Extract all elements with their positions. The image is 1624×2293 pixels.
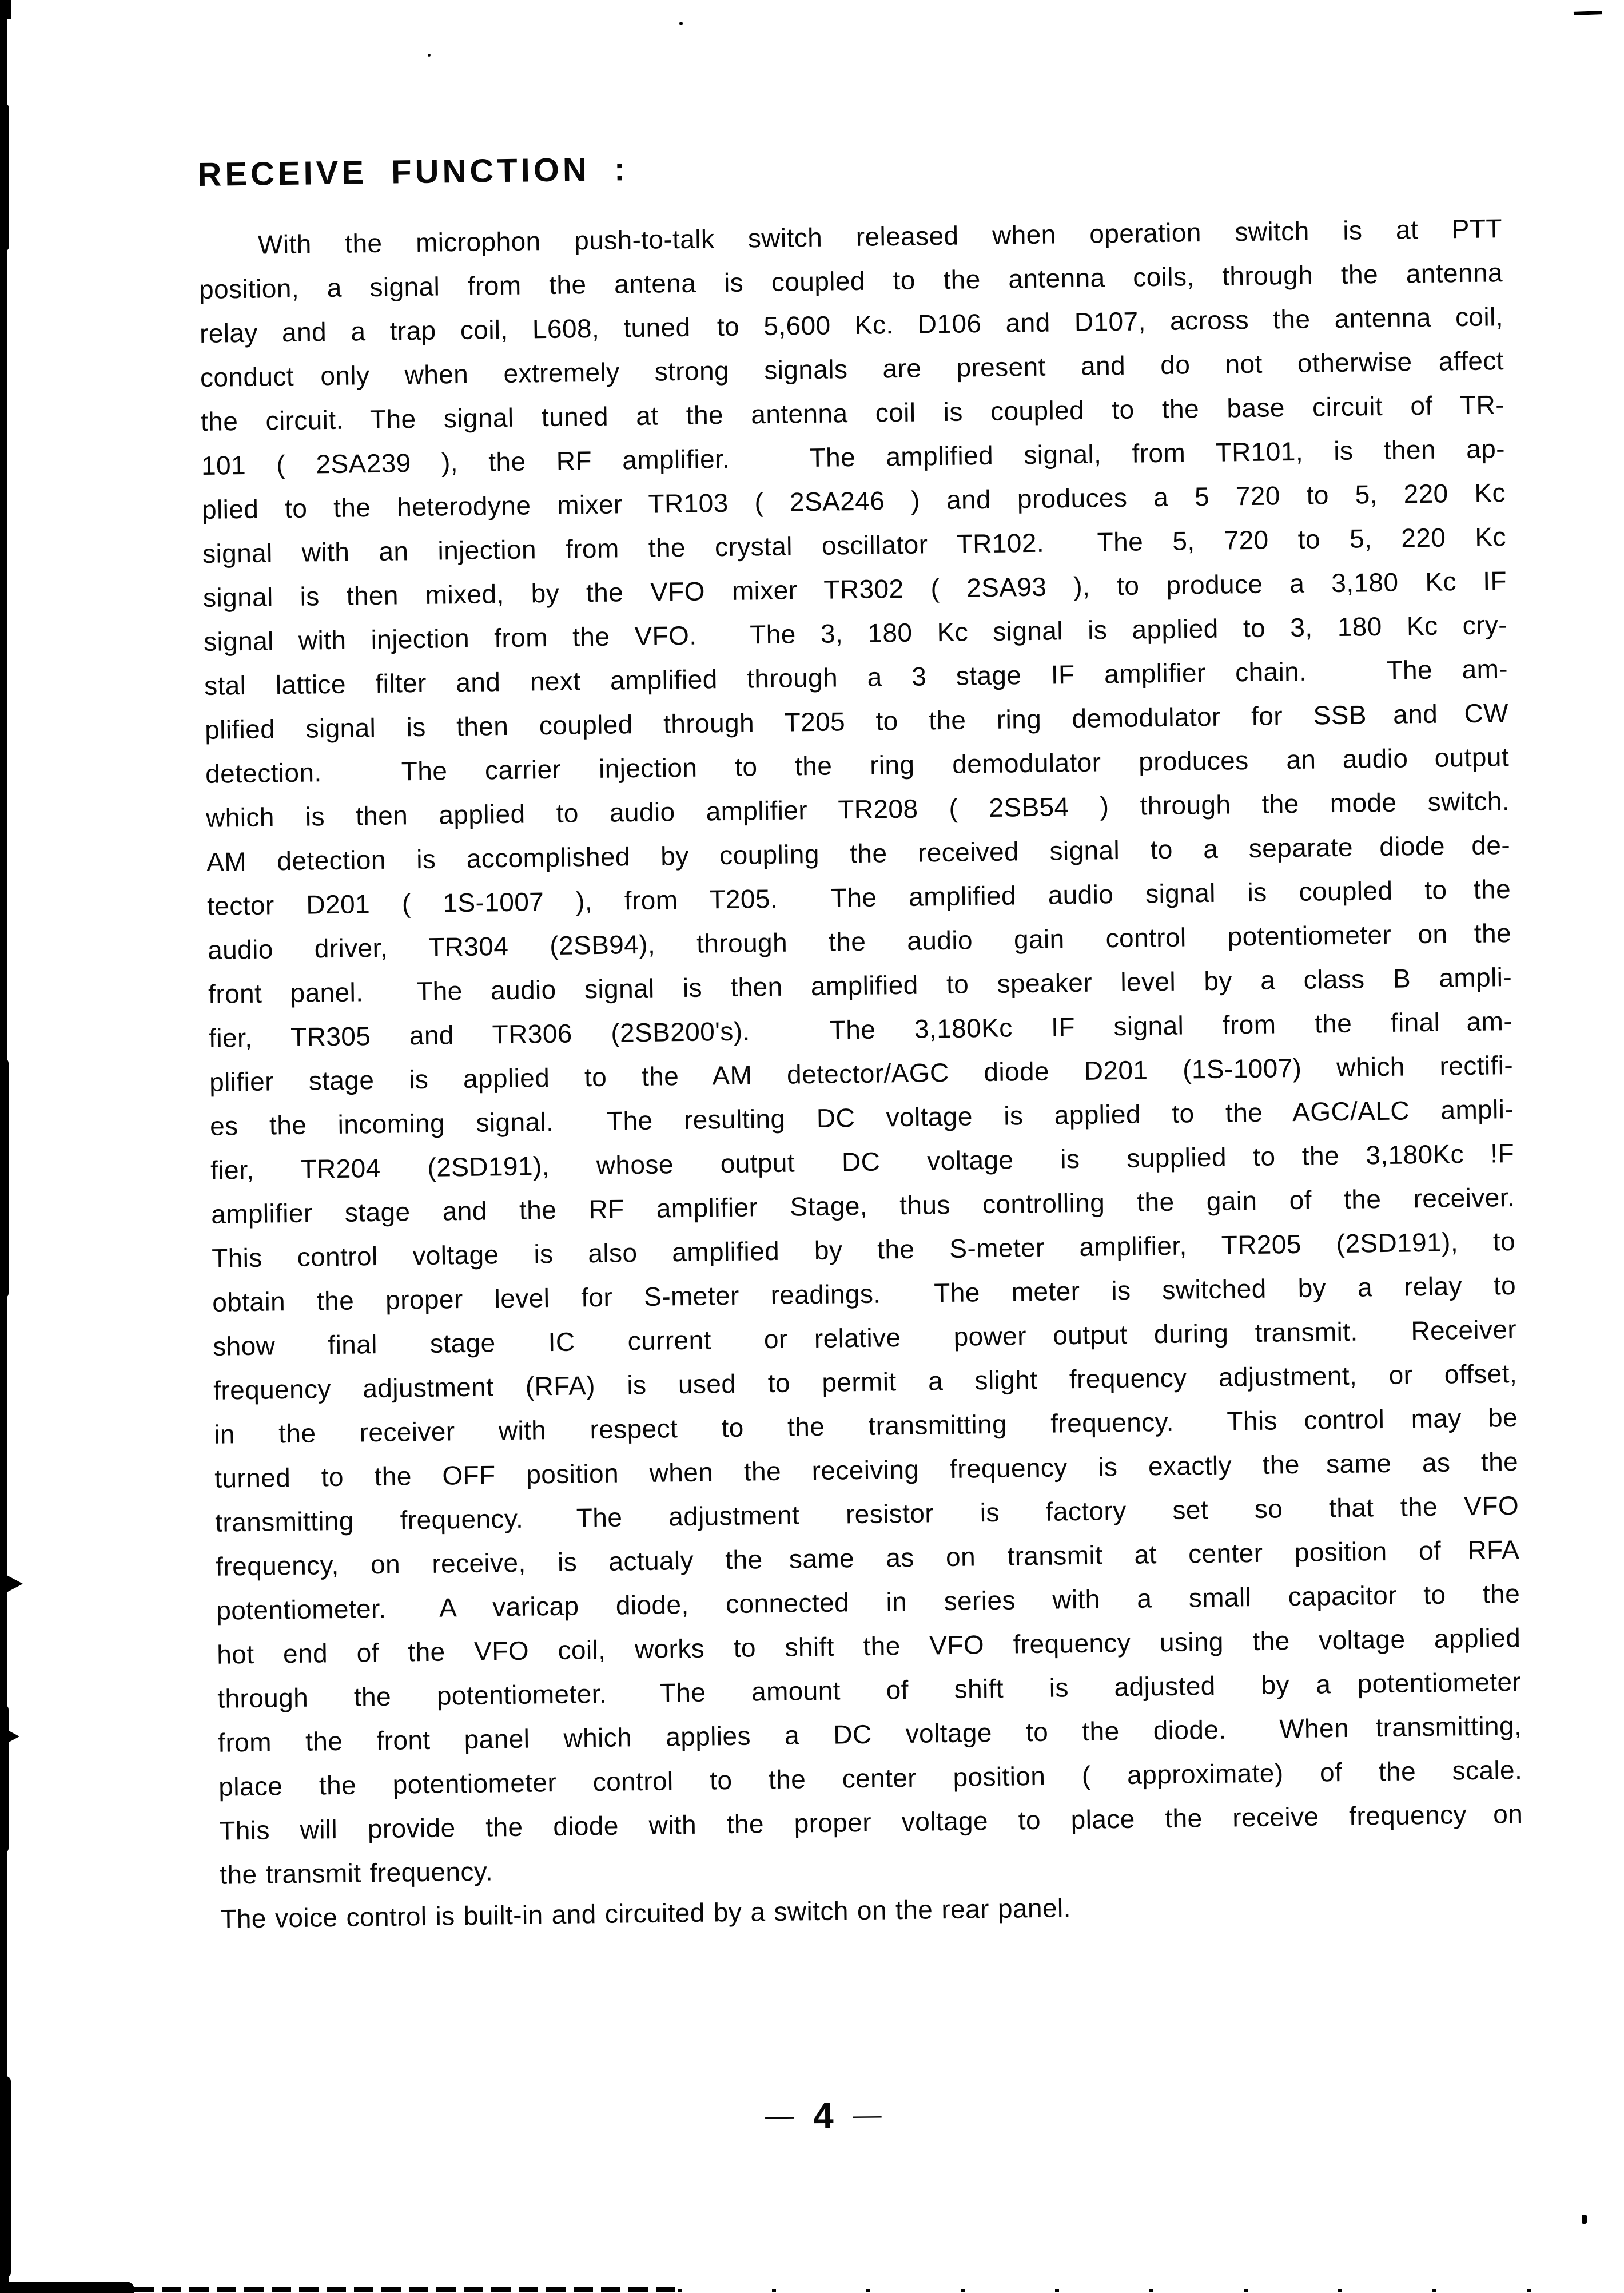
text-line: detection. The carrier injection to the ring demodulator produces an audio output [205, 742, 1510, 789]
text-line: stal lattice filter and next amplified through a 3 stage IF amplifier chain. The am- [204, 654, 1508, 701]
text-line: This control voltage is also amplified by the S-meter amplifier, TR205 (2SD191), to [211, 1226, 1516, 1273]
page-number-dash-left: — [765, 2104, 794, 2128]
text-line: obtain the proper level for S-meter readings. The meter is switched by a relay to [212, 1270, 1516, 1317]
text-line: frequency, on receive, is actualy the same as on transmit at center position of RFA [215, 1534, 1520, 1581]
text-line: relay and a trap coil, L608, tuned to 5,600 Kc. D106 and D107, across the antenna coil, [199, 301, 1504, 348]
text-line: fier, TR305 and TR306 (2SB200's). The 3,180Kc IF signal from the final am- [208, 1006, 1513, 1053]
text-line: front panel. The audio signal is then amplified to speaker level by a class B ampli- [208, 962, 1512, 1009]
scan-artifact-left-rough-1 [0, 103, 9, 252]
scan-artifact-bottom-dots [678, 2289, 1535, 2292]
page-number-value: 4 [813, 2095, 834, 2137]
text-line: AM detection is accomplished by coupling the received signal to a separate diode de- [206, 830, 1511, 877]
text-line: position, a signal from the antena is coupled to the antenna coils, through the antenna [198, 257, 1503, 304]
text-line: fier, TR204 (2SD191), whose output DC voltage is supplied to the 3,180Kc !F [210, 1138, 1515, 1185]
text-line: hot end of the VFO coil, works to shift the VFO frequency using the voltage applied [216, 1622, 1521, 1670]
text-line: which is then applied to audio amplifier TR208 ( 2SB54 ) through the mode switch. [205, 786, 1510, 833]
scan-artifact-left-mark-2 [5, 1728, 19, 1744]
text-line: show final stage IC current or relative power output during transmit. Receiver [212, 1314, 1517, 1361]
page-number [765, 2094, 882, 2137]
scan-artifact-corner-horizontal [0, 2282, 134, 2293]
text-line: audio driver, TR304 (2SB94), through the audio gain control potentiometer on the [207, 918, 1512, 965]
text-line: plifier stage is applied to the AM detector/AGC diode D201 (1S-1007) which rectifi- [209, 1050, 1514, 1097]
text-line: es the incoming signal. The resulting DC voltage is applied to the AGC/ALC ampli- [209, 1094, 1514, 1141]
text-line: The voice control is built-in and circuited by a switch on the rear panel. [220, 1893, 1072, 1934]
text-line: conduct only when extremely strong signals are present and do not otherwise affect [200, 345, 1504, 392]
page-number-dash-right: — [853, 2103, 882, 2128]
text-line: tector D201 ( 1S-1007 ), from T205. The amplified audio signal is coupled to the [206, 874, 1511, 921]
scan-artifact-speck-b [428, 54, 431, 57]
scan-artifact-left-rough-2 [0, 1058, 9, 1298]
text-line: amplifier stage and the RF amplifier Stage, thus controlling the gain of the receiver. [210, 1182, 1515, 1229]
text-line: plied to the heterodyne mixer TR103 ( 2SA246 ) and produces a 5 720 to 5, 220 Kc [201, 478, 1506, 524]
text-line: This will provide the diode with the proper voltage to place the receive frequency on [218, 1798, 1523, 1846]
text-line: frequency adjustment (RFA) is used to permit a slight frequency adjustment, or offset, [213, 1358, 1518, 1405]
scan-artifact-speck-top-right [1574, 11, 1602, 15]
text-line: signal with injection from the VFO. The 3, 180 Kc signal is applied to 3, 180 Kc cry- [203, 610, 1508, 657]
scan-artifact-speck-right [1582, 2215, 1587, 2224]
text-line: place the potentiometer control to the center position ( approximate) of the scale. [218, 1754, 1523, 1802]
text-line: the circuit. The signal tuned at the antenna coil is coupled to the base circuit of TR- [200, 390, 1505, 436]
scan-artifact-left-rough-3 [0, 1704, 9, 1853]
text-line: through the potentiometer. The amount of shift is adjusted by a potentiometer [217, 1666, 1522, 1714]
text-line: in the receiver with respect to the transmitting frequency. This control may be [213, 1402, 1518, 1449]
text-line: turned to the OFF position when the receiving frequency is exactly the same as the [214, 1446, 1519, 1493]
text-line: the transmit frequency. [220, 1856, 493, 1890]
scan-artifact-top-left-nub [0, 0, 11, 19]
scan-artifact-speck-a [679, 22, 683, 25]
text-line: transmitting frequency. The adjustment resistor is factory set so that the VFO [214, 1490, 1519, 1537]
text-line: signal is then mixed, by the VFO mixer TR302 ( 2SA93 ), to produce a 3,180 Kc IF [202, 566, 1507, 613]
scan-artifact-left-mark-1 [5, 1574, 23, 1593]
page-content [197, 138, 1525, 1941]
text-line: 101 ( 2SA239 ), the RF amplifier. The amplified signal, from TR101, is then ap- [201, 434, 1506, 480]
page-title: RECEIVE FUNCTION : [197, 150, 629, 193]
text-line: from the front panel which applies a DC voltage to the diode. When transmitting, [217, 1710, 1522, 1758]
text-line: potentiometer. A varicap diode, connected in series with a small capacitor to the [216, 1578, 1520, 1626]
text-line: plified signal is then coupled through T205 to the ring demodulator for SSB and CW [204, 698, 1509, 745]
text-line: With the microphon push-to-talk switch released when operation switch is at PTT [257, 213, 1503, 260]
body-text [198, 206, 1525, 1941]
text-line: signal with an injection from the crystal oscillator TR102. The 5, 720 to 5, 220 Kc [202, 522, 1507, 569]
scan-artifact-bottom-dashes [134, 2287, 678, 2292]
